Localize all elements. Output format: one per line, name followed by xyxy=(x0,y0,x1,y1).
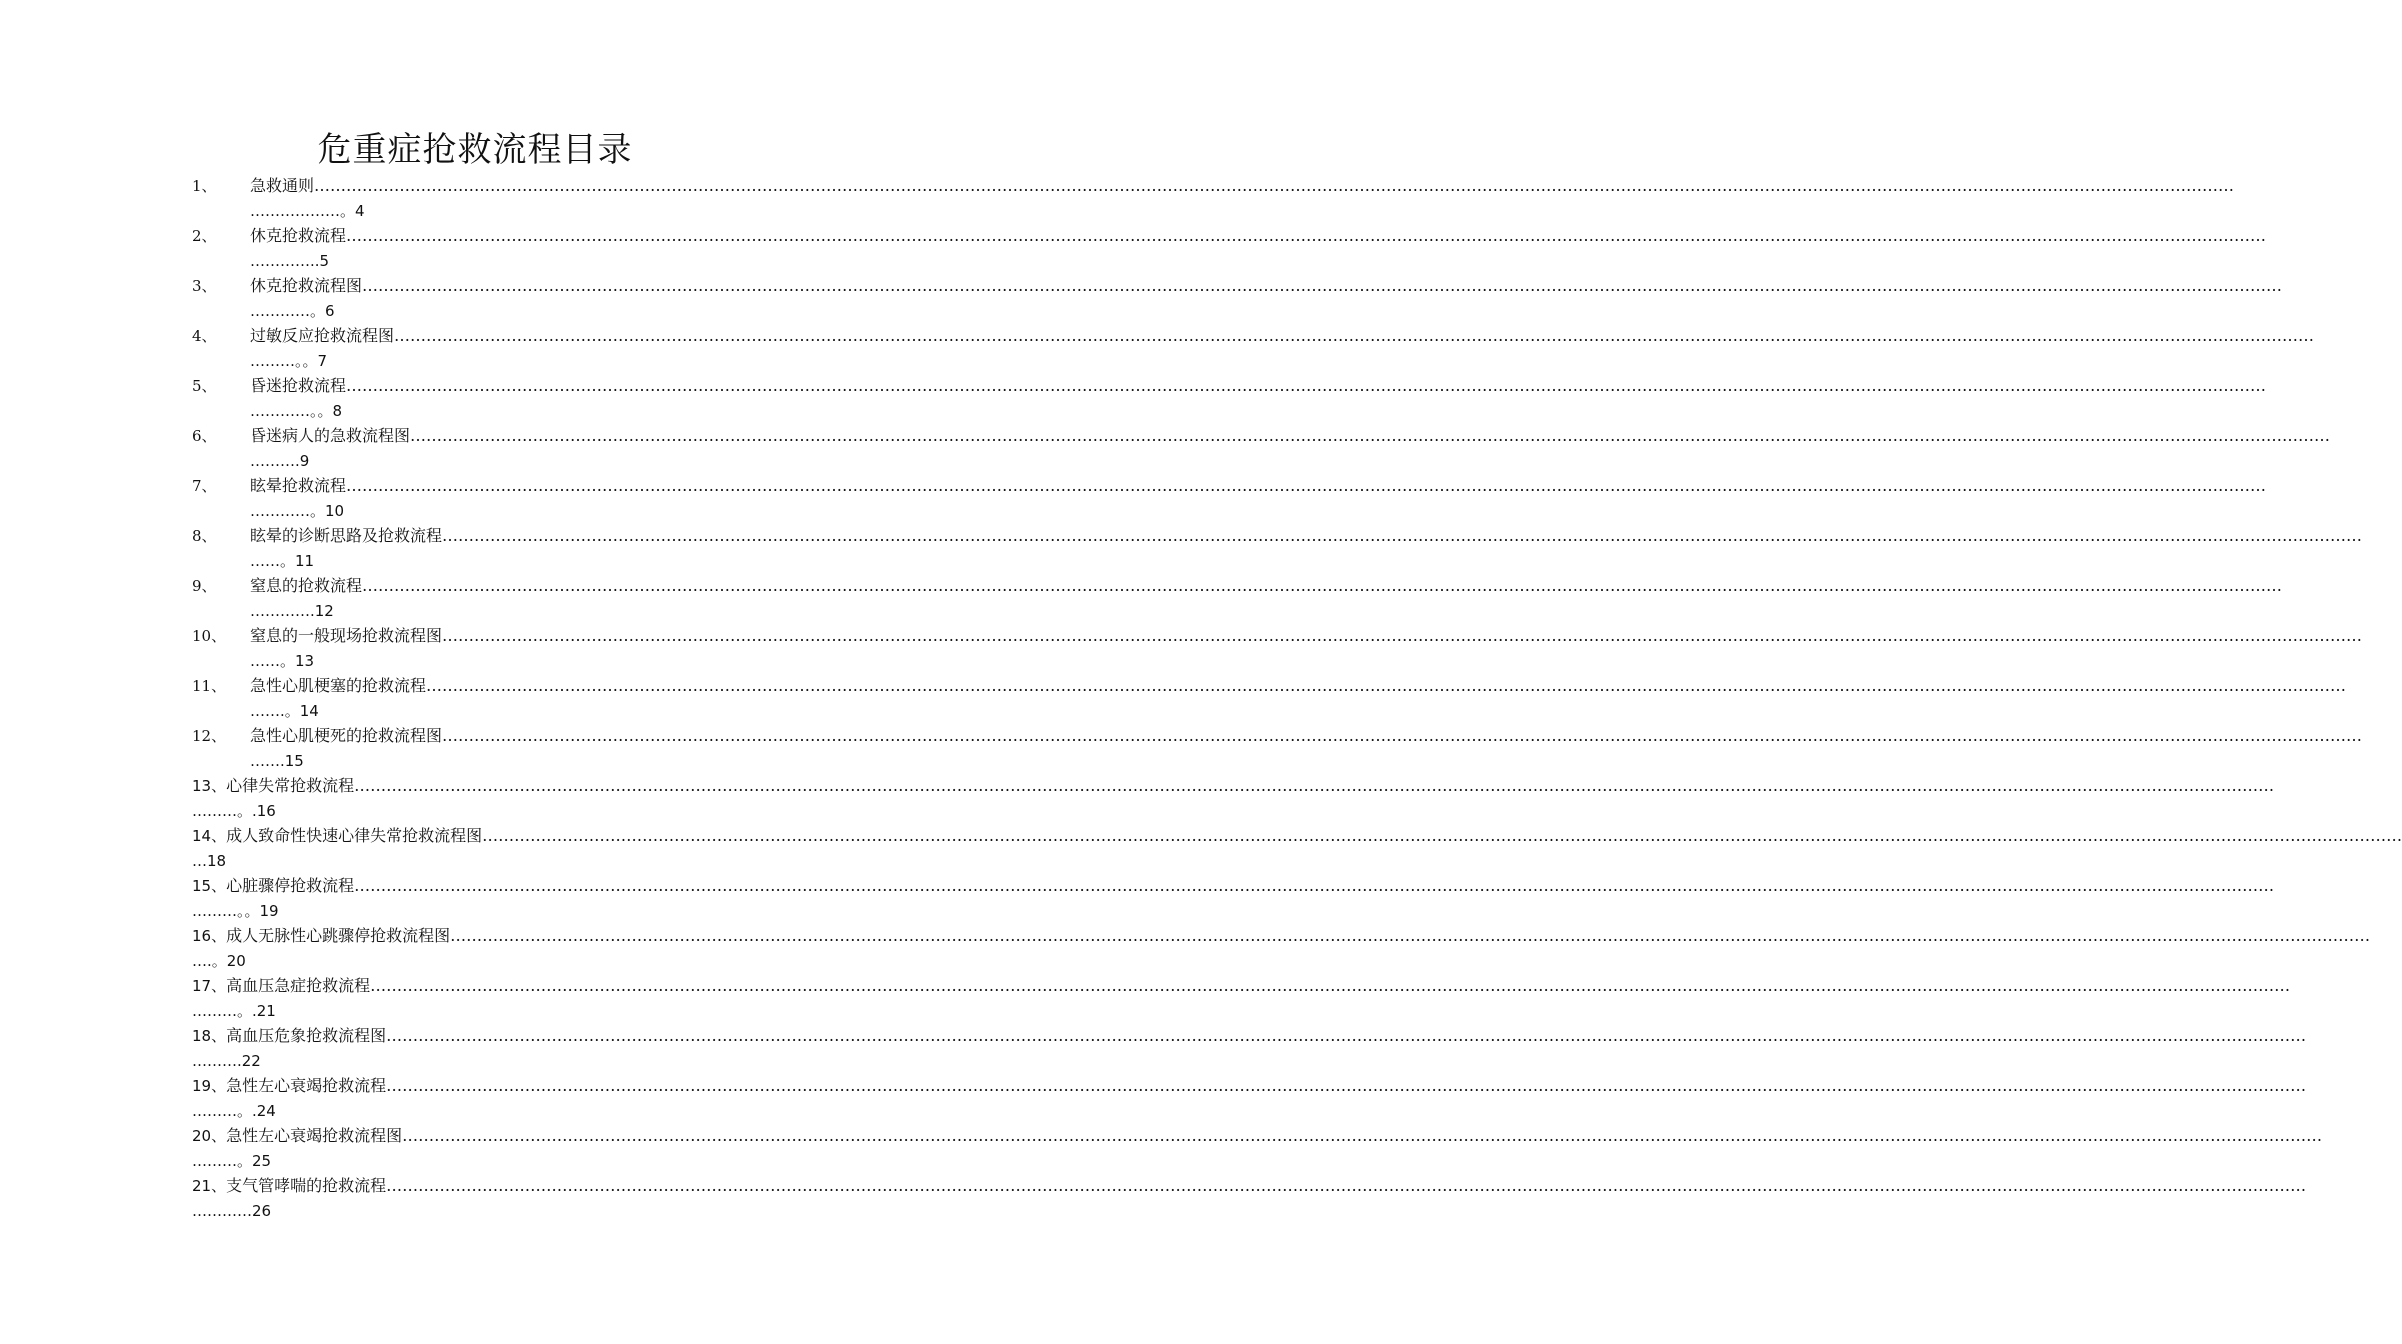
toc-entry-number: 12、 xyxy=(192,727,227,745)
toc-dot-leader-tail: ……… xyxy=(192,902,237,920)
toc-entry-line xyxy=(192,174,2235,198)
toc-entry-line xyxy=(192,424,2331,448)
toc-list xyxy=(192,174,2402,1224)
toc-dot-leader: ……………………………………………………………………………………………………………………………………………………………………………………………………………………………………………………………………………………………………………………………… xyxy=(402,1126,2323,1145)
toc-entry-continuation xyxy=(250,699,319,723)
toc-dot-leader-tail: ………… xyxy=(250,302,310,320)
toc-dot-leader: ……………………………………………………………………………………………………………………………………………………………………………………………………………………………………………………………………………………………………………………………… xyxy=(442,726,2363,745)
toc-entry[interactable] xyxy=(192,824,2402,874)
toc-entry[interactable] xyxy=(192,974,2291,1024)
toc-entry-line xyxy=(192,774,2275,798)
toc-entry-number: 14、 xyxy=(192,827,227,845)
toc-entry[interactable] xyxy=(192,1074,2307,1124)
toc-entry-title: 眩晕抢救流程 xyxy=(250,476,347,495)
toc-entry-line xyxy=(192,924,2371,948)
toc-page-number: 。13 xyxy=(280,652,315,670)
toc-entry-title: 支气管哮喘的抢救流程 xyxy=(226,1176,387,1195)
toc-entry-title: 窒息的抢救流程 xyxy=(250,576,363,595)
toc-entry-title: 昏迷病人的急救流程图 xyxy=(250,426,411,445)
toc-page-number: 。.16 xyxy=(237,802,276,820)
toc-entry-title: 成人无脉性心跳骤停抢救流程图 xyxy=(226,926,451,945)
toc-entry-line xyxy=(192,324,2315,348)
toc-entry[interactable] xyxy=(192,574,2283,624)
toc-entry[interactable] xyxy=(192,724,2363,774)
toc-entry-title: 急救通则 xyxy=(250,176,315,195)
toc-page-number: 。。7 xyxy=(295,352,328,370)
toc-entry-title: 急性心肌梗死的抢救流程图 xyxy=(250,726,443,745)
toc-entry-line xyxy=(192,724,2363,748)
toc-dot-leader-tail: …… xyxy=(250,752,280,770)
toc-entry-title: 心律失常抢救流程 xyxy=(226,776,355,795)
toc-dot-leader: ……………………………………………………………………………………………………………………………………………………………………………………………………………………………………………………………………………………………………………………………… xyxy=(450,926,2371,945)
toc-dot-leader-tail: ………… xyxy=(250,602,310,620)
toc-entry-number: 1、 xyxy=(192,177,217,195)
toc-entry-number: 21、 xyxy=(192,1177,227,1195)
toc-entry[interactable] xyxy=(192,524,2363,574)
toc-dot-leader: ……………………………………………………………………………………………………………………………………………………………………………………………………………………………………………………………………………………………………………………………… xyxy=(410,426,2331,445)
toc-dot-leader: ……………………………………………………………………………………………………………………………………………………………………………………………………………………………………………………………………………………………………………………………… xyxy=(426,676,2347,695)
toc-entry-title: 高血压危象抢救流程图 xyxy=(226,1026,387,1045)
toc-entry-title: 窒息的一般现场抢救流程图 xyxy=(250,626,443,645)
toc-entry-number: 2、 xyxy=(192,227,217,245)
toc-dot-leader: ……………………………………………………………………………………………………………………………………………………………………………………………………………………………………………………………………………………………………………………………… xyxy=(354,876,2275,895)
toc-entry-title: 心脏骤停抢救流程 xyxy=(226,876,355,895)
toc-dot-leader-tail: ………… xyxy=(250,402,310,420)
toc-entry[interactable] xyxy=(192,474,2267,524)
toc-entry-number: 16、 xyxy=(192,927,227,945)
toc-entry-number: 4、 xyxy=(192,327,217,345)
toc-entry-continuation xyxy=(250,649,314,673)
toc-dot-leader-tail: …… xyxy=(250,702,280,720)
toc-dot-leader-tail: … xyxy=(192,852,207,870)
toc-dot-leader: ……………………………………………………………………………………………………………………………………………………………………………………………………………………………………………………………………………………………………………………………… xyxy=(442,626,2363,645)
toc-page-number: .。14 xyxy=(280,702,319,720)
toc-entry-number: 15、 xyxy=(192,877,227,895)
toc-dot-leader-tail: …… xyxy=(250,652,280,670)
toc-dot-leader: ……………………………………………………………………………………………………………………………………………………………………………………………………………………………………………………………………………………………………………………………… xyxy=(442,526,2363,545)
toc-entry[interactable] xyxy=(192,1024,2307,1074)
toc-entry-line xyxy=(192,1074,2307,1098)
toc-page-number: 。.24 xyxy=(237,1102,276,1120)
toc-entry[interactable] xyxy=(192,274,2283,324)
toc-entry-continuation xyxy=(192,949,246,973)
toc-entry-continuation xyxy=(250,349,327,373)
toc-entry-number: 18、 xyxy=(192,1027,227,1045)
toc-page-number: .22 xyxy=(237,1052,261,1070)
toc-entry-continuation xyxy=(192,1149,271,1173)
toc-entry-continuation xyxy=(192,1099,276,1123)
toc-dot-leader-tail: ……… xyxy=(192,1102,237,1120)
toc-entry[interactable] xyxy=(192,374,2267,424)
toc-entry-title: 急性左心衰竭抢救流程 xyxy=(226,1076,387,1095)
toc-entry-line xyxy=(192,374,2267,398)
toc-entry-line xyxy=(192,274,2283,298)
toc-dot-leader: ……………………………………………………………………………………………………………………………………………………………………………………………………………………………………………………………………………………………………………………………… xyxy=(386,1176,2307,1195)
toc-entry[interactable] xyxy=(192,624,2363,674)
toc-dot-leader: ……………………………………………………………………………………………………………………………………………………………………………………………………………………………………………………………………………………………………………………………… xyxy=(354,776,2275,795)
toc-entry[interactable] xyxy=(192,424,2331,474)
toc-entry-line xyxy=(192,974,2291,998)
toc-entry-line xyxy=(192,1174,2307,1198)
toc-entry[interactable] xyxy=(192,924,2371,974)
toc-entry-continuation xyxy=(250,399,342,423)
toc-entry-continuation xyxy=(192,1049,261,1073)
toc-page-number: 。6 xyxy=(310,302,335,320)
toc-entry-continuation xyxy=(250,199,365,223)
toc-dot-leader: ……………………………………………………………………………………………………………………………………………………………………………………………………………………………………………………………………………………………………………………………… xyxy=(370,976,2291,995)
toc-dot-leader-tail: ……… xyxy=(192,1152,237,1170)
toc-dot-leader: ……………………………………………………………………………………………………………………………………………………………………………………………………………………………………………………………………………………………………………………………… xyxy=(346,476,2267,495)
toc-dot-leader-tail: ……… xyxy=(250,452,295,470)
toc-entry-title: 过敏反应抢救流程图 xyxy=(250,326,395,345)
toc-entry-number: 17、 xyxy=(192,977,227,995)
toc-entry-number: 7、 xyxy=(192,477,217,495)
toc-page-number: .12 xyxy=(310,602,334,620)
toc-entry-line xyxy=(192,524,2363,548)
toc-entry-title: 成人致命性快速心律失常抢救流程图 xyxy=(226,826,483,845)
toc-entry-continuation xyxy=(250,249,329,273)
toc-entry-number: 9、 xyxy=(192,577,217,595)
toc-entry-line xyxy=(192,824,2402,848)
toc-entry-continuation xyxy=(250,599,334,623)
toc-dot-leader-tail: ………… xyxy=(250,252,310,270)
toc-entry-number: 10、 xyxy=(192,627,227,645)
toc-dot-leader: ……………………………………………………………………………………………………………………………………………………………………………………………………………………………………………………………………………………………………………………………… xyxy=(394,326,2315,345)
toc-entry-line xyxy=(192,874,2275,898)
toc-entry[interactable] xyxy=(192,874,2275,924)
toc-entry-number: 5、 xyxy=(192,377,217,395)
toc-entry-continuation xyxy=(192,1199,271,1223)
toc-page-number: 26 xyxy=(252,1202,272,1220)
toc-page-number: 18 xyxy=(207,852,227,870)
toc-entry-continuation xyxy=(192,799,276,823)
toc-entry-title: 急性心肌梗塞的抢救流程 xyxy=(250,676,427,695)
toc-entry-number: 8、 xyxy=(192,527,217,545)
toc-entry[interactable] xyxy=(192,224,2267,274)
toc-entry-continuation xyxy=(192,849,226,873)
toc-page-number: 。4 xyxy=(340,202,365,220)
toc-page-number: .9 xyxy=(295,452,310,470)
toc-page-number: 。25 xyxy=(237,1152,272,1170)
toc-entry-continuation xyxy=(192,899,279,923)
toc-entry-continuation xyxy=(250,499,344,523)
toc-dot-leader: ……………………………………………………………………………………………………………………………………………………………………………………………………………………………………………………………………………………………………………………………… xyxy=(386,1026,2307,1045)
toc-entry-title: 高血压急症抢救流程 xyxy=(226,976,371,995)
toc-entry-line xyxy=(192,674,2347,698)
toc-entry[interactable] xyxy=(192,174,2235,224)
toc-page-number: 。10 xyxy=(310,502,345,520)
toc-entry-number: 20、 xyxy=(192,1127,227,1145)
toc-dot-leader-tail: ……… xyxy=(192,1052,237,1070)
toc-dot-leader-tail: …… xyxy=(250,552,280,570)
toc-entry-title: 眩晕的诊断思路及抢救流程 xyxy=(250,526,443,545)
toc-page-number: ..5 xyxy=(310,252,330,270)
toc-dot-leader-tail: ……… xyxy=(250,352,295,370)
toc-entry-title: 急性左心衰竭抢救流程图 xyxy=(226,1126,403,1145)
toc-dot-leader-tail: … xyxy=(192,952,207,970)
toc-page-number: 。11 xyxy=(280,552,315,570)
toc-dot-leader: ……………………………………………………………………………………………………………………………………………………………………………………………………………………………………………………………………………………………………………………………… xyxy=(386,1076,2307,1095)
toc-entry[interactable] xyxy=(192,674,2347,724)
toc-entry[interactable] xyxy=(192,324,2315,374)
toc-page-number: 。。19 xyxy=(237,902,279,920)
toc-entry-line xyxy=(192,224,2267,248)
toc-page-number: 。.21 xyxy=(237,1002,276,1020)
toc-entry[interactable] xyxy=(192,774,2275,824)
toc-page-number: .15 xyxy=(280,752,304,770)
toc-dot-leader-tail: ……… xyxy=(192,802,237,820)
toc-dot-leader: ……………………………………………………………………………………………………………………………………………………………………………………………………………………………………………………………………………………………………………………………… xyxy=(362,276,2283,295)
toc-entry-line xyxy=(192,1024,2307,1048)
toc-entry[interactable] xyxy=(192,1174,2307,1224)
toc-dot-leader-tail: ……………… xyxy=(250,202,340,220)
toc-page-number: 。。8 xyxy=(310,402,343,420)
toc-entry-continuation xyxy=(250,449,309,473)
toc-entry-continuation xyxy=(192,999,276,1023)
toc-dot-leader: ……………………………………………………………………………………………………………………………………………………………………………………………………………………………………………………………………………………………………………………………… xyxy=(346,376,2267,395)
toc-entry-continuation xyxy=(250,549,314,573)
toc-entry-title: 昏迷抢救流程 xyxy=(250,376,347,395)
toc-page-number: .。20 xyxy=(207,952,246,970)
page-title: 危重症抢救流程目录 xyxy=(317,130,633,170)
toc-entry-number: 3、 xyxy=(192,277,217,295)
toc-dot-leader-tail: ………… xyxy=(192,1202,252,1220)
toc-dot-leader: ……………………………………………………………………………………………………………………………………………………………………………………………………………………………………………………………………………………………………………………………… xyxy=(362,576,2283,595)
toc-entry-continuation xyxy=(250,299,335,323)
toc-dot-leader-tail: ……… xyxy=(192,1002,237,1020)
toc-dot-leader: ……………………………………………………………………………………………………………………………………………………………………………………………………………………………………………………………………………………………………………………………… xyxy=(482,826,2402,845)
toc-dot-leader-tail: ………… xyxy=(250,502,310,520)
toc-dot-leader: ……………………………………………………………………………………………………………………………………………………………………………………………………………………………………………………………………………………………………………………………… xyxy=(314,176,2235,195)
toc-entry-continuation xyxy=(250,749,304,773)
toc-dot-leader: ……………………………………………………………………………………………………………………………………………………………………………………………………………………………………………………………………………………………………………………………… xyxy=(346,226,2267,245)
toc-entry-line xyxy=(192,1124,2323,1148)
toc-entry-line xyxy=(192,474,2267,498)
toc-entry-title: 休克抢救流程图 xyxy=(250,276,363,295)
toc-entry[interactable] xyxy=(192,1124,2323,1174)
toc-entry-number: 11、 xyxy=(192,677,227,695)
toc-entry-title: 休克抢救流程 xyxy=(250,226,347,245)
toc-entry-number: 19、 xyxy=(192,1077,227,1095)
toc-entry-line xyxy=(192,574,2283,598)
toc-entry-line xyxy=(192,624,2363,648)
toc-entry-number: 6、 xyxy=(192,427,217,445)
toc-entry-number: 13、 xyxy=(192,777,227,795)
